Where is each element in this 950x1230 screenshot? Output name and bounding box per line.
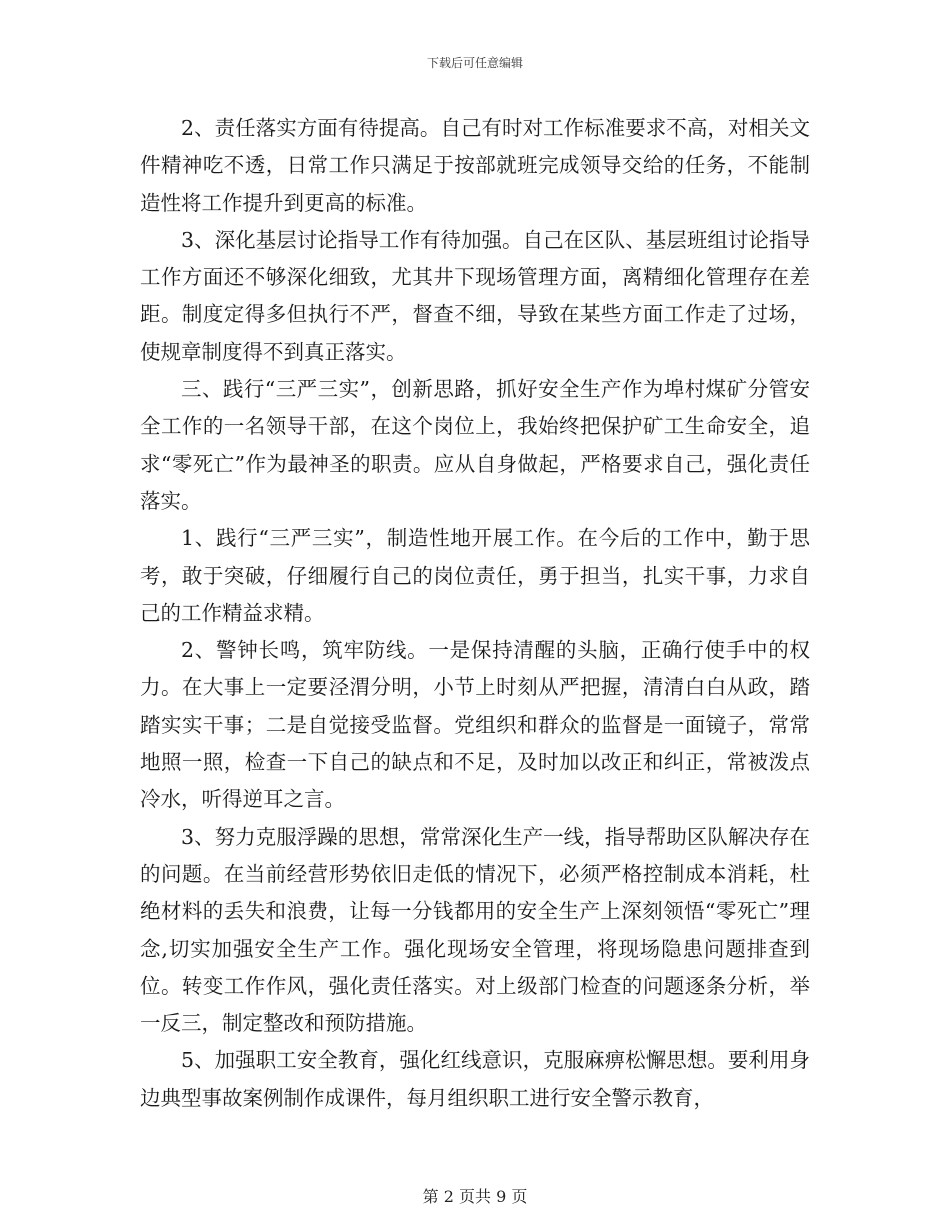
page-header: 下载后可任意编辑 xyxy=(426,56,523,70)
paragraph: 5、加强职工安全教育，强化红线意识，克服麻痹松懈思想。要利用身边典型事故案例制作成课件，每月组织职工进行安全警示教育， xyxy=(140,1048,810,1110)
paragraph: 1、践行“三严三实”，制造性地开展工作。在今后的工作中，勤于思考，敢于突破，仔细履行自己的岗位责任，勇于担当，扎实干事，力求自己的工作精益求精。 xyxy=(140,526,810,625)
paragraph: 2、警钟长鸣，筑牢防线。一是保持清醒的头脑，正确行使手中的权力。在大事上一定要泾渭分明，小节上时刻从严把握，清清白白从政，踏踏实实干事；二是自觉接受监督。党组织和群众的监督是一面镜子，常常地照一照，检查一下自己的缺点和不足，及时加以改正和纠正，常被泼点冷水，听得逆耳之言。 xyxy=(140,638,810,812)
paragraph: 3、深化基层讨论指导工作有待加强。自己在区队、基层班组讨论指导工作方面还不够深化细致，尤其井下现场管理方面，离精细化管理存在差距。制度定得多但执行不严，督查不细，导致在某些方面工作走了过场，使规章制度得不到真正落实。 xyxy=(140,227,810,364)
document-body xyxy=(140,110,810,1117)
paragraph: 3、努力克服浮躁的思想，常常深化生产一线，指导帮助区队解决存在的问题。在当前经营形势依旧走低的情况下，必须严格控制成本消耗，杜绝材料的丢失和浪费，让每一分钱都用的安全生产上深刻领悟“零死亡”理念,切实加强安全生产工作。强化现场安全管理，将现场隐患问题排查到位。转变工作作风，强化责任落实。对上级部门检查的问题逐条分析，举一反三，制定整改和预防措施。 xyxy=(140,824,810,1036)
paragraph: 2、责任落实方面有待提高。自己有时对工作标准要求不高，对相关文件精神吃不透，日常工作只满足于按部就班完成领导交给的任务，不能制造性将工作提升到更高的标准。 xyxy=(140,116,810,215)
page-footer: 第 2 页共 9 页 xyxy=(422,1187,528,1206)
paragraph: 三、践行“三严三实”，创新思路，抓好安全生产作为埠村煤矿分管安全工作的一名领导干部，在这个岗位上，我始终把保护矿工生命安全，追求“零死亡”作为最神圣的职责。应从自身做起，严格要求自己，强化责任落实。 xyxy=(140,377,810,513)
